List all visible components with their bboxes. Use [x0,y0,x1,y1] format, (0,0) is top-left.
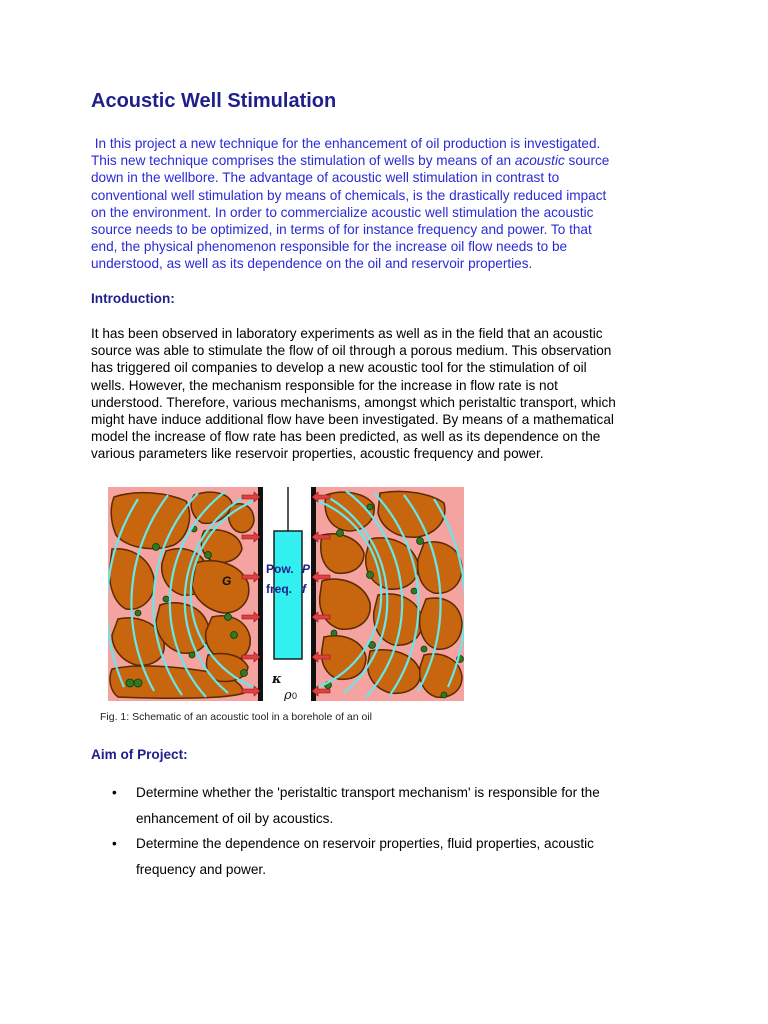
intro-paragraph [91,135,651,273]
intro-line: on the environment. In order to commercialize acoustic well stimulation the acoustic [91,204,594,220]
oil-droplet [135,610,141,616]
body-line: model the increase of flow rate has been predicted, as well as its dependence on the [91,429,601,445]
body-line: has triggered oil companies to develop a new acoustic tool for the stimulation of oil [91,360,587,376]
tool-power-symbol: P [302,562,311,576]
intro-line: understood, as well as its dependence on the oil and reservoir properties. [91,256,533,272]
oil-droplet [331,630,337,636]
tool-power-label: Pow. [266,562,294,576]
tool-frequency-label: freq. [266,582,293,596]
grain-modulus-label: G [222,574,232,588]
oil-droplet [441,692,447,698]
oil-droplet [421,646,427,652]
aims-list [112,780,672,882]
list-item-text: Determine the dependence on reservoir properties, fluid properties, acoustic [136,836,594,851]
body-line: wells. However, the mechanism responsible for the increase in flow rate is not [91,377,558,393]
tool-frequency-symbol: f [302,582,306,596]
casing-wall-right [311,487,316,701]
bullet: • [112,836,117,851]
page-title: Acoustic Well Stimulation [91,90,337,112]
body-line: various parameters like reservoir properties, acoustic frequency and power. [91,446,544,462]
list-item-text: Determine whether the 'peristaltic transport mechanism' is responsible for the [136,785,600,800]
oil-droplet [231,632,238,639]
oil-droplet [411,588,417,594]
intro-text: source [564,153,610,169]
body-line: source was able to stimulate the flow of oil through a porous medium. This observation [91,343,612,359]
oil-droplet [417,538,424,545]
intro-line: In this project a new technique for the enhancement of oil production is investigated. [91,136,601,151]
oil-droplet [134,679,142,687]
intro-line: end, the physical phenomenon responsible for the increase oil flow needs to be [91,239,568,255]
oil-droplet [225,614,232,621]
oil-droplet [337,530,344,537]
list-item-text: frequency and power. [136,861,266,877]
list-item-text: enhancement of oil by acoustics. [136,810,334,826]
oil-droplet [153,544,160,551]
bullet: • [112,785,117,800]
density-subscript: 0 [292,691,298,701]
oil-droplet [163,596,169,602]
oil-droplet [189,652,195,658]
casing-wall-left [258,487,263,701]
intro-text: This new technique comprises the stimulation of wells by means of an [91,153,515,169]
figure-caption: Fig. 1: Schematic of an acoustic tool in a borehole of an oil [100,711,372,723]
introduction-paragraph [91,325,691,463]
introduction-heading: Introduction: [91,291,175,306]
aim-heading: Aim of Project: [91,747,188,762]
oil-droplet [126,679,134,687]
intro-emphasis: acoustic [514,153,565,169]
borehole-schematic-figure [108,487,464,701]
intro-line: source needs to be optimized, in terms of for instance frequency and power. To that [91,222,592,238]
oil-droplet [205,552,212,559]
body-line: understood. Therefore, various mechanisms, amongst which peristaltic transport, which [91,394,616,410]
intro-line [91,152,651,169]
oil-droplet [367,572,374,579]
list-item [112,831,672,882]
borehole-schematic-drawing [108,487,464,701]
oil-droplet [367,504,373,510]
density-label: ρ [284,688,292,701]
body-line: It has been observed in laboratory experiments as well as in the field that an acoustic [91,326,603,341]
intro-line: down in the wellbore. The advantage of acoustic well stimulation in contrast to [91,170,560,186]
permeability-label: κ [272,672,282,687]
intro-line: conventional well stimulation by means of chemicals, is the drastically reduced impact [91,187,607,203]
list-item [112,780,672,831]
body-line: might have induce additional flow have been investigated. By means of a mathematical [91,412,614,428]
oil-droplet [241,670,248,677]
